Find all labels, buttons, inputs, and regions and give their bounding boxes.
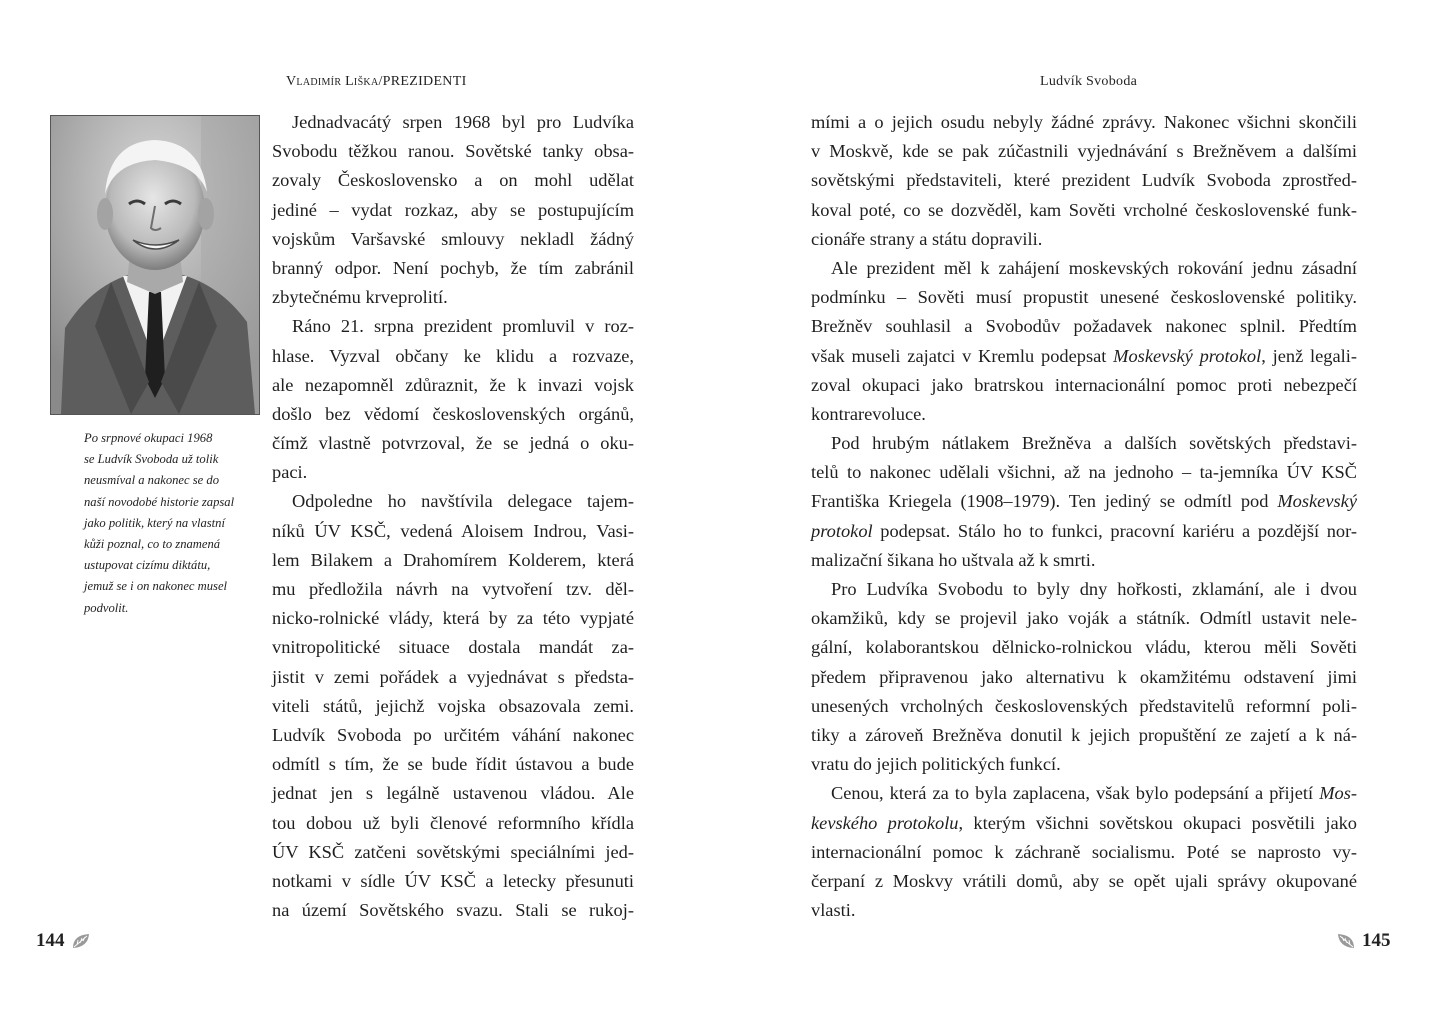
body-line: tiky a zároveň Brežněva donutil k jejich propuštění ze zajetí a k ná-: [811, 724, 1357, 745]
body-line: vojskům Varšavské smlouvy nekladl žádný: [272, 228, 634, 249]
italic-title: Moskevský protokol: [1113, 345, 1262, 366]
body-line: viteli států, jejichž vojska obsazovala zemi.: [272, 695, 634, 716]
body-line: jistit v zemi pořádek a vyjednávat s předsta-: [272, 666, 634, 687]
body-line: čerpaní z Moskvy vrátili domů, aby se opět ujali správy okupované: [811, 870, 1357, 891]
right-page-body: [811, 108, 1357, 925]
italic-title: Moskevský: [1277, 491, 1357, 512]
body-line: vratu do jejich politických funkcí.: [811, 754, 1061, 775]
body-line: Odpoledne ho navštívila delegace tajem-: [292, 491, 634, 512]
body-line: na území Sovětského svazu. Stali se rukoj-: [272, 900, 634, 921]
folio-number: 144: [36, 930, 65, 951]
body-line: zovaly Československo a on mohl udělat: [272, 170, 634, 191]
body-line: mími a o jejich osudu nebyly žádné zprávy. Nakonec všichni skončili: [811, 112, 1357, 132]
body-line: podmínku – Sověti musí propustit unesené československé politiky.: [811, 287, 1357, 308]
body-line: Ludvík Svoboda po určitém váhání nakonec: [272, 724, 634, 745]
body-line: Jednadvacátý srpen 1968 byl pro Ludvíka: [292, 112, 634, 132]
body-line: telů to nakonec udělali všichni, až na jednoho – ta-jemníka ÚV KSČ: [811, 462, 1357, 483]
body-line: předem připravenou jako alternativu k okamžitému odstavení jimi: [811, 666, 1357, 687]
body-line: paci.: [272, 462, 308, 483]
caption-line: Po srpnové okupaci 1968: [84, 431, 213, 445]
body-line: tou dobou už byli členové reformního křídla: [272, 812, 634, 833]
photo-caption: [84, 428, 264, 619]
body-line: Ráno 21. srpna prezident promluvil v roz-: [292, 316, 634, 337]
page-number-left: [36, 930, 91, 952]
left-page-body: [272, 108, 634, 925]
portrait-image: [51, 116, 259, 414]
body-line: branný odpor. Není pochyb, že tím zabránil: [272, 257, 634, 278]
body-line: okamžiků, kdy se projevil jako voják a státník. Odmítl ustavit nele-: [811, 608, 1357, 629]
body-line: kevského protokolu, kterým všichni sovětskou okupaci posvětili jako: [811, 812, 1357, 833]
body-line: zbytečnému krveprolití.: [272, 287, 448, 308]
body-line: sovětskými představiteli, které prezident Ludvík Svoboda zprostřed-: [811, 170, 1357, 191]
running-head-left: Vladimír Liška/PREZIDENTI: [286, 74, 467, 89]
caption-line: ustupovat cizímu diktátu,: [84, 558, 211, 573]
body-line: ÚV KSČ zatčeni sovětskými speciálními jed-: [272, 841, 634, 862]
caption-line: jemuž se i on nakonec musel: [84, 579, 228, 594]
body-line: notkami v sídle ÚV KSČ a letecky přesunuti: [272, 870, 634, 891]
body-line: v Moskvě, kde se pak zúčastnili vyjednávání s Brežněvem a dalšími: [811, 141, 1357, 162]
body-line: vnitropolitické situace dostala mandát za-: [272, 637, 634, 658]
leaf-ornament-icon: [1336, 932, 1356, 950]
portrait-photo: [50, 115, 260, 415]
running-head-right: Ludvík Svoboda: [1040, 74, 1138, 89]
body-line: protokol podepsat. Stálo ho to funkci, pracovní kariéru a pozdější nor-: [811, 520, 1357, 541]
body-line: unesených vrcholných československých představitelů reformní poli-: [811, 695, 1357, 716]
body-line: mu předložila návrh na vytvoření tzv. děl-: [272, 579, 634, 599]
caption-line: jako politik, který na vlastní: [84, 515, 225, 530]
body-line: odmítl s tím, že se bude řídit ústavou a bude: [272, 754, 634, 775]
caption-line: kůži poznal, co to znamená: [84, 537, 221, 552]
italic-title: kevského protokolu: [811, 812, 959, 833]
italic-title: Mos-: [1319, 783, 1357, 804]
caption-line: neusmíval a nakonec se do: [84, 473, 219, 488]
body-line: koval poté, co se dozvěděl, kam Sověti vrcholné československé funk-: [811, 199, 1357, 220]
body-line: čímž vlastně potvrzoval, že se jedná o oku-: [272, 433, 634, 454]
body-line: zoval okupaci jako bratrskou internacionální pomoc proti nebezpečí: [811, 374, 1357, 395]
body-line: Františka Kriegela (1908–1979). Ten jediný se odmítl pod Moskevský: [811, 491, 1357, 512]
body-line: Brežněv souhlasil a Svobodův požadavek nakonec splnil. Předtím: [811, 316, 1357, 337]
body-line: ale nezapomněl zdůraznit, že k invazi vojsk: [272, 374, 634, 395]
body-line: cionáře strany a státu dopravili.: [811, 228, 1043, 249]
body-line: hlase. Vyzval občany ke klidu a rozvaze,: [272, 345, 634, 366]
body-line: došlo bez vědomí československých orgánů,: [272, 403, 634, 424]
body-line: kontrarevoluce.: [811, 403, 926, 424]
body-line: Pro Ludvíka Svobodu to byly dny hořkosti, zklamání, ale i dvou: [831, 579, 1357, 599]
body-line: Cenou, která za to byla zaplacena, však bylo podepsání a přijetí Mos-: [831, 783, 1357, 804]
body-line: Ale prezident měl k zahájení moskevských rokování jednu zásadní: [831, 257, 1357, 278]
body-line: však museli zajatci v Kremlu podepsat Moskevský protokol, jenž legali-: [811, 345, 1357, 366]
caption-line: naší novodobé historie zapsal: [84, 494, 235, 509]
body-line: níků ÚV KSČ, vedená Aloisem Indrou, Vasi-: [272, 520, 634, 541]
caption-line: se Ludvík Svoboda už tolik: [84, 452, 219, 467]
body-line: lem Bilakem a Drahomírem Kolderem, která: [272, 549, 634, 570]
body-line: Pod hrubým nátlakem Brežněva a dalších sovětských představi-: [831, 433, 1357, 454]
body-line: jednat jen s legálně ustavenou vládou. Ale: [272, 783, 634, 804]
caption-line: podvolit.: [84, 600, 129, 615]
body-line: Svobodu těžkou ranou. Sovětské tanky obsa-: [272, 141, 634, 162]
italic-title: protokol: [811, 520, 873, 541]
body-line: jediné – vydat rozkaz, aby se postupujícím: [272, 199, 634, 220]
body-line: malizační šikana ho uštvala až k smrti.: [811, 549, 1096, 570]
page-number-right: [1336, 930, 1391, 952]
leaf-ornament-icon: [71, 932, 91, 950]
body-line: nicko-rolnické vlády, která by za této vypjaté: [272, 608, 634, 629]
body-line: vlasti.: [811, 900, 856, 921]
folio-number: 145: [1362, 930, 1391, 951]
body-line: internacionální pomoc k záchraně socialismu. Poté se naprosto vy-: [811, 841, 1357, 862]
body-line: gální, kolaborantskou dělnicko-rolnickou vládu, kterou měli Sověti: [811, 637, 1357, 658]
